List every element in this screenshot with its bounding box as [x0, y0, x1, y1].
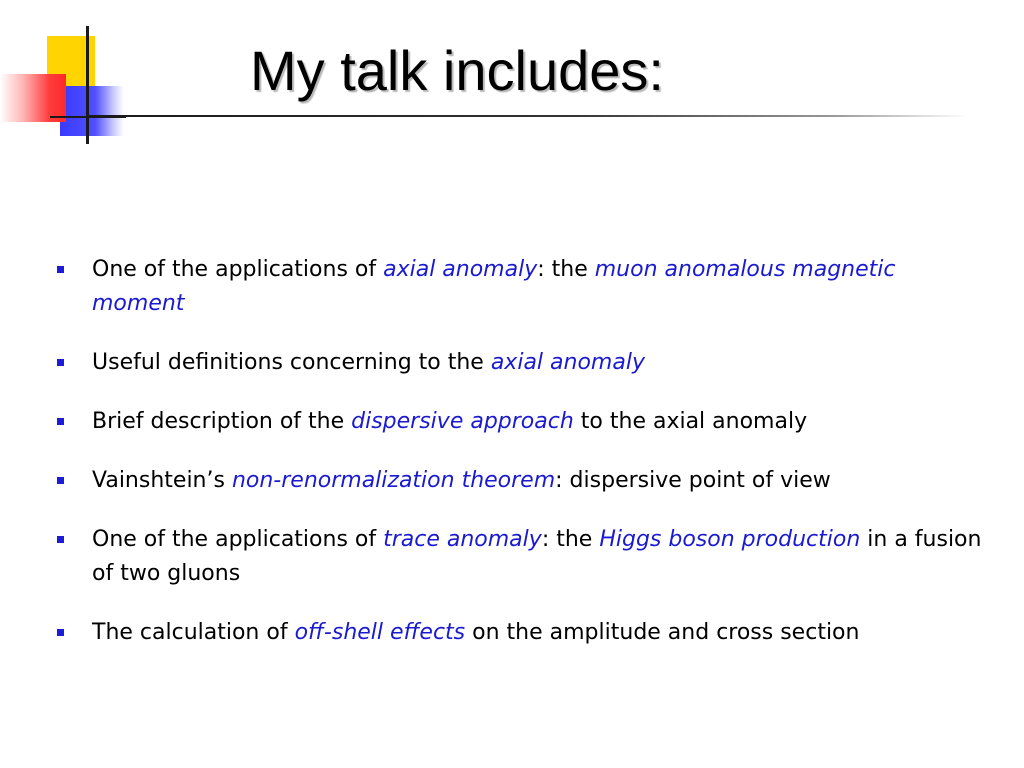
logo-red-square [0, 74, 66, 122]
bullet-text: on the amplitude and cross section [465, 620, 860, 645]
logo-vertical-line [86, 26, 89, 144]
bullet-square-icon [57, 629, 64, 636]
bullet-emphasis: dispersive approach [351, 409, 574, 434]
bullet-item [52, 464, 982, 498]
bullet-emphasis: Higgs boson production [599, 527, 861, 552]
bullet-text: Useful definitions concerning to the [92, 350, 491, 375]
bullet-text: : the [541, 527, 600, 552]
bullet-text: : dispersive point of view [555, 468, 831, 493]
bullet-square-icon [57, 418, 64, 425]
slide-logo-graphic [0, 0, 170, 150]
bullet-emphasis: off-shell effects [294, 620, 466, 645]
bullet-list [52, 253, 982, 675]
bullet-text: The calculation of [92, 620, 295, 645]
bullet-square-icon [57, 359, 64, 366]
bullet-emphasis: muon anomalous magnetic moment [92, 257, 896, 316]
title-underline [88, 115, 968, 117]
bullet-item [52, 405, 982, 439]
logo-blue-square [60, 86, 124, 136]
bullet-text: One of the applications of [92, 527, 384, 552]
bullet-square-icon [57, 266, 64, 273]
bullet-item [52, 346, 982, 380]
bullet-square-icon [57, 477, 64, 484]
bullet-item [52, 253, 982, 321]
bullet-item [52, 523, 982, 591]
bullet-text: Vainshtein’s [92, 468, 232, 493]
bullet-text: : the [537, 257, 595, 282]
bullet-emphasis: trace anomaly [383, 527, 542, 552]
bullet-text: Brief description of the [92, 409, 352, 434]
bullet-item [52, 616, 982, 650]
bullet-emphasis: axial anomaly [383, 257, 538, 282]
bullet-emphasis: non-renormalization theorem [231, 468, 556, 493]
bullet-square-icon [57, 536, 64, 543]
bullet-text: in a fusion of two gluons [92, 527, 982, 586]
slide-title: My talk includes: [250, 39, 664, 102]
bullet-text: One of the applications of [92, 257, 384, 282]
bullet-text: to the axial anomaly [573, 409, 808, 434]
bullet-emphasis: axial anomaly [490, 350, 645, 375]
